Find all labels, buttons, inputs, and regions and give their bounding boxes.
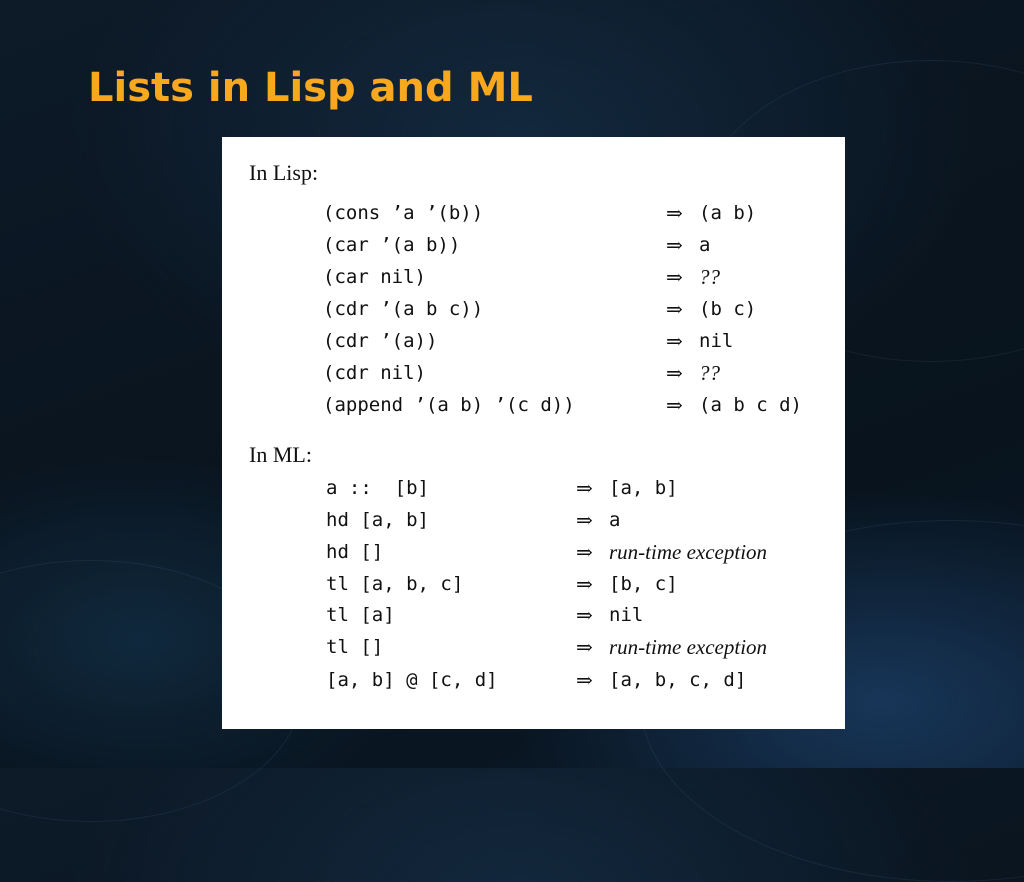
ml-row bbox=[222, 536, 822, 568]
ml-row bbox=[222, 599, 822, 631]
ml-expression: a :: [b] bbox=[326, 477, 429, 499]
arrow-symbol: ⇒ bbox=[576, 603, 593, 627]
arrow-symbol: ⇒ bbox=[576, 540, 593, 564]
arrow-symbol: ⇒ bbox=[666, 265, 683, 289]
ml-expression: hd [] bbox=[326, 541, 384, 563]
lisp-expression: (car ’(a b)) bbox=[323, 234, 461, 256]
ml-expression: tl [a] bbox=[326, 604, 395, 626]
arrow-symbol: ⇒ bbox=[576, 635, 593, 659]
ml-expression: hd [a, b] bbox=[326, 509, 429, 531]
lisp-result: (a b c d) bbox=[699, 394, 802, 416]
lisp-result: ?? bbox=[699, 265, 720, 289]
ml-row bbox=[222, 504, 822, 536]
arrow-symbol: ⇒ bbox=[576, 476, 593, 500]
ml-row bbox=[222, 631, 822, 663]
ml-expression: [a, b] @ [c, d] bbox=[326, 669, 498, 691]
lisp-result: nil bbox=[699, 330, 734, 352]
lisp-result: (a b) bbox=[699, 202, 757, 224]
slide-title: Lists in Lisp and ML bbox=[88, 65, 533, 111]
ml-result: run-time exception bbox=[609, 635, 768, 659]
ml-heading: In ML: bbox=[249, 442, 312, 467]
ml-result: nil bbox=[609, 604, 644, 626]
ml-expression: tl [a, b, c] bbox=[326, 573, 464, 595]
arrow-symbol: ⇒ bbox=[576, 668, 593, 692]
ml-result: run-time exception bbox=[609, 540, 768, 564]
lisp-result: a bbox=[699, 234, 711, 256]
lisp-result: ?? bbox=[699, 361, 720, 385]
lisp-expression: (cdr ’(a)) bbox=[323, 330, 438, 352]
arrow-symbol: ⇒ bbox=[666, 361, 683, 385]
lisp-expression: (car nil) bbox=[323, 266, 426, 288]
lisp-expression: (cons ’a ’(b)) bbox=[323, 202, 484, 224]
lisp-result: (b c) bbox=[699, 298, 757, 320]
ml-result: a bbox=[609, 509, 621, 531]
ml-result: [a, b, c, d] bbox=[609, 669, 747, 691]
arrow-symbol: ⇒ bbox=[666, 393, 683, 417]
ml-row bbox=[222, 568, 822, 600]
lisp-row bbox=[222, 325, 822, 357]
lisp-row bbox=[222, 261, 822, 293]
arrow-symbol: ⇒ bbox=[576, 572, 593, 596]
lisp-expression: (append ’(a b) ’(c d)) bbox=[323, 394, 575, 416]
ml-row bbox=[222, 664, 822, 696]
lisp-row bbox=[222, 197, 822, 229]
ml-result: [a, b] bbox=[609, 477, 678, 499]
lisp-expression: (cdr ’(a b c)) bbox=[323, 298, 484, 320]
lisp-row bbox=[222, 389, 822, 421]
lisp-heading: In Lisp: bbox=[249, 160, 319, 185]
lisp-row bbox=[222, 293, 822, 325]
ml-row bbox=[222, 472, 822, 504]
lisp-expression: (cdr nil) bbox=[323, 362, 426, 384]
arrow-symbol: ⇒ bbox=[666, 233, 683, 257]
code-examples-panel bbox=[222, 137, 845, 729]
lisp-row bbox=[222, 229, 822, 261]
lisp-row bbox=[222, 357, 822, 389]
arrow-symbol: ⇒ bbox=[666, 329, 683, 353]
arrow-symbol: ⇒ bbox=[666, 201, 683, 225]
arrow-symbol: ⇒ bbox=[666, 297, 683, 321]
arrow-symbol: ⇒ bbox=[576, 508, 593, 532]
ml-expression: tl [] bbox=[326, 636, 384, 658]
ml-result: [b, c] bbox=[609, 573, 678, 595]
